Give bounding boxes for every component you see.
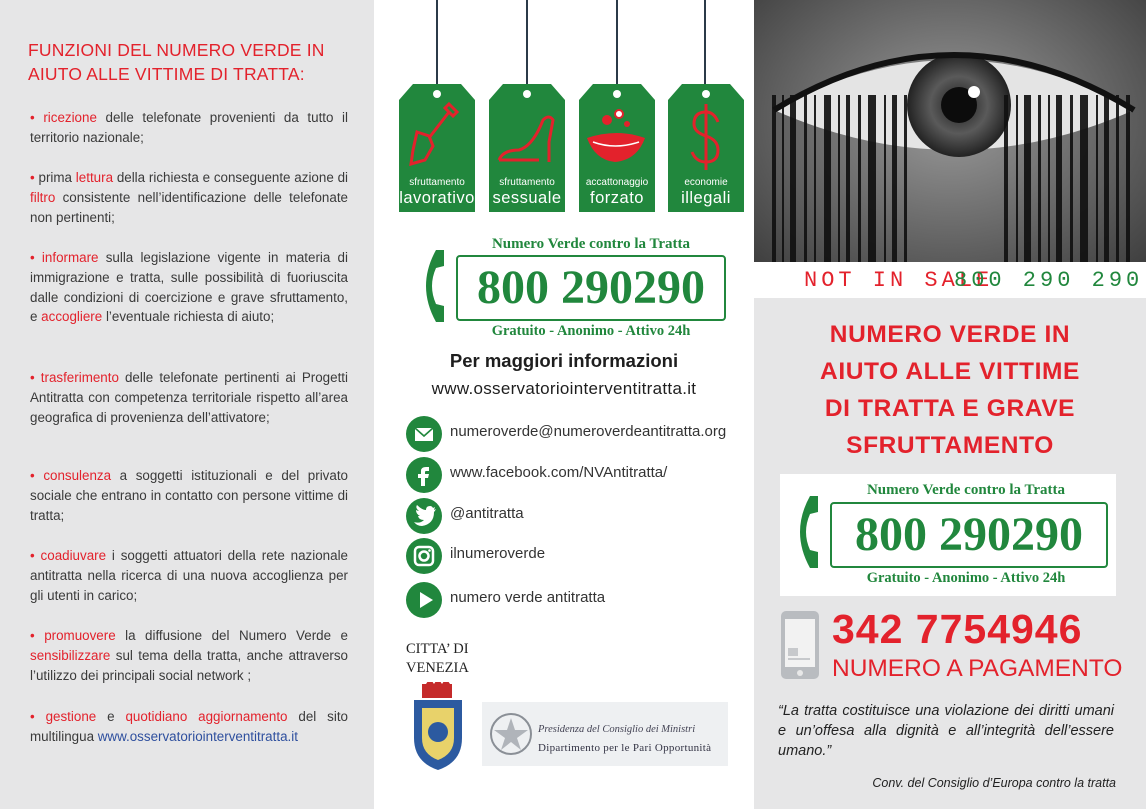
tag-big-label: illegali: [681, 189, 731, 207]
tag-lavorativo: [399, 80, 475, 216]
function-item: • trasferimento delle telefonate pertinenti ai Progetti Antitratta con competenza territoriale rispetto all’area geografica di provenienza dell’attivatore;: [30, 370, 348, 425]
functions-panel: [0, 0, 374, 809]
not-in-sale-text: NOT IN SALE: [804, 268, 994, 293]
paid-phone-number[interactable]: 342 7754946: [832, 606, 1083, 652]
presidenza-line1: Presidenza del Consiglio dei Ministri: [538, 724, 696, 735]
barcode-number-text: 800 290 290: [954, 268, 1144, 293]
tag-big-label: sessuale: [492, 189, 562, 207]
numero-verde-title: Numero Verde contro la Tratta: [491, 236, 691, 252]
contact-label: www.facebook.com/NVAntitratta/: [450, 464, 668, 481]
email-icon: [406, 416, 442, 452]
cover-heading: NUMERO VERDE IN AIUTO ALLE VITTIME DI TRATTA E GRAVE SFRUTTAMENTO: [820, 321, 1080, 459]
tag-string: [704, 0, 706, 84]
website-link[interactable]: www.osservatoriointerventitratta.it: [97, 728, 298, 744]
tag-sessuale: [489, 80, 565, 216]
middle-panel: [374, 0, 754, 809]
paid-number-label: NUMERO A PAGAMENTO: [832, 655, 1123, 682]
quote-source: Conv. del Consiglio d’Europa contro la tratta: [872, 776, 1116, 790]
contact-label: @antitratta: [450, 505, 524, 522]
function-item: • promuovere la diffusione del Numero Verde e sensibilizzare sul tema della tratta, anche attraverso l’utilizzo dei principali social network ;: [30, 628, 348, 683]
tag-big-label: forzato: [590, 189, 644, 207]
tag-string: [436, 0, 438, 84]
contact-label: numeroverde@numeroverdeantitratta.org: [450, 423, 727, 440]
presidenza-logo: [482, 702, 728, 766]
numero-verde-title: Numero Verde contro la Tratta: [866, 482, 1066, 498]
function-item: • prima lettura della richiesta e conseguente azione di filtro consistente nell’identificazione delle telefonate non pertinenti;: [30, 170, 348, 225]
numero-verde-box: [780, 474, 1116, 596]
tag-forzato: [579, 80, 655, 216]
numero-verde-subtitle: Gratuito - Anonimo - Attivo 24h: [866, 570, 1066, 586]
smartphone-icon: [780, 610, 820, 680]
info-heading: Per maggiori informazioni: [449, 350, 679, 371]
info-website-link[interactable]: www.osservatoriointerventitratta.it: [431, 379, 697, 398]
function-item: • coadiuvare i soggetti attuatori della rete nazionale antitratta nella ricerca di una nuova accoglienza per gli utenti in carico;: [30, 548, 348, 603]
eye-barcode-image: [754, 0, 1146, 298]
contact-label: ilnumeroverde: [450, 545, 546, 562]
citta-venezia-logo-text: CITTA’ DI VENEZIA: [406, 641, 469, 676]
function-item: • gestione e quotidiano aggiornamento del sito multilingua www.osservatoriointerventitratta.it: [30, 709, 348, 744]
tag-small-label: economie: [684, 177, 728, 188]
tag-small-label: accattonaggio: [585, 177, 649, 188]
phone-handset-icon: [788, 492, 822, 572]
twitter-icon: [406, 498, 442, 534]
italian-emblem-icon: [488, 710, 534, 758]
tag-illegali: [668, 80, 744, 216]
tag-small-label: sfruttamento: [409, 177, 465, 188]
quote-text: “La tratta costituisce una violazione dei diritti umani e un’offesa alla dignità e all’integrità dell’essere umano.”: [778, 703, 1114, 759]
numero-verde-number[interactable]: 800 290290: [456, 255, 726, 321]
numero-verde-number[interactable]: 800 290290: [830, 502, 1108, 568]
presidenza-line2: Dipartimento per le Pari Opportunità: [538, 742, 712, 754]
facebook-icon: [406, 457, 442, 493]
tag-string: [616, 0, 618, 84]
phone-handset-icon: [414, 246, 448, 326]
function-item: • informare sulla legislazione vigente in materia di immigrazione e tratta, sulle possibilità di fuoriuscita dalle condizioni di coercizione e grave sfruttamento, e accogliere l’eventuale richiesta di aiuto;: [30, 250, 348, 325]
instagram-icon: [406, 538, 442, 574]
contact-label: numero verde antitratta: [450, 589, 606, 606]
youtube-icon: [406, 582, 442, 618]
tag-big-label: lavorativo: [399, 189, 475, 207]
venezia-crest-icon: [408, 682, 468, 772]
cover-panel: [754, 0, 1146, 809]
tag-small-label: sfruttamento: [499, 177, 555, 188]
function-item: • ricezione delle telefonate provenienti da tutto il territorio nazionale;: [30, 110, 348, 145]
functions-heading: FUNZIONI DEL NUMERO VERDE IN AIUTO ALLE VITTIME DI TRATTA:: [28, 40, 325, 84]
numero-verde-subtitle: Gratuito - Anonimo - Attivo 24h: [491, 323, 691, 339]
function-item: • consulenza a soggetti istituzionali e del privato sociale che entrano in contatto con persone vittime di tratta;: [30, 468, 348, 523]
tag-string: [526, 0, 528, 84]
